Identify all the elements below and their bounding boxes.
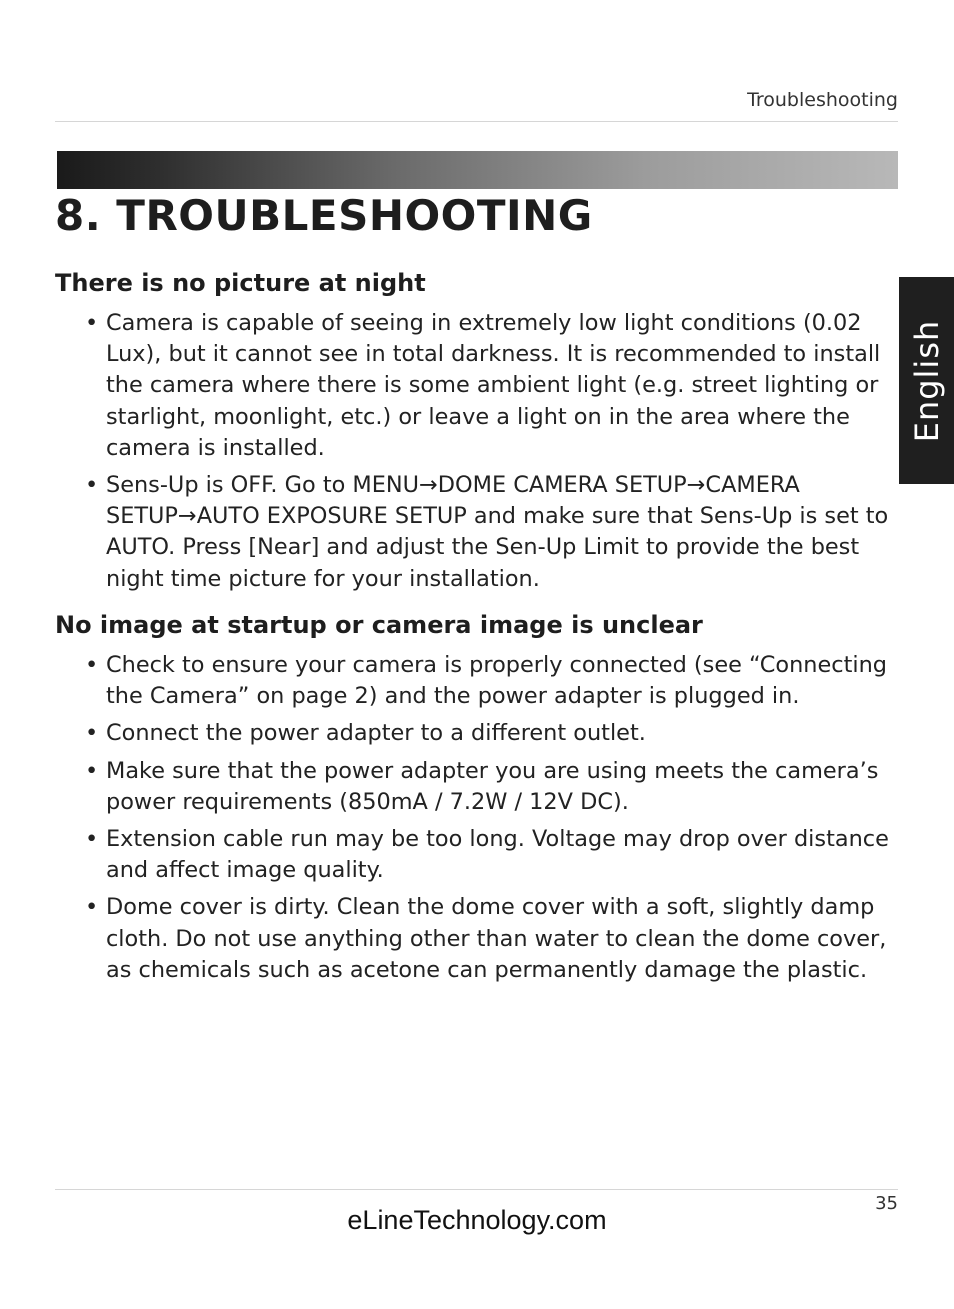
section-heading-no-picture-at-night: There is no picture at night (55, 269, 426, 297)
list-item: • Connect the power adapter to a different outlet. (85, 718, 905, 749)
language-tab (899, 277, 954, 484)
list-item: • Sens-Up is OFF. Go to MENU→DOME CAMERA SETUP→CAMERA SETUP→AUTO EXPOSURE SETUP and make sure that Sens-Up is set to AUTO. Press [Near] and adjust the Sen-Up Limit to provide the best night time picture for your installation. (85, 470, 905, 595)
title-gradient-bar (57, 151, 898, 189)
page-number: 35 (875, 1193, 898, 1214)
list-item: • Check to ensure your camera is properly connected (see “Connecting the Camera” on page 2) and the power adapter is plugged in. (85, 650, 905, 712)
list-item: • Dome cover is dirty. Clean the dome cover with a soft, slightly damp cloth. Do not use anything other than water to clean the dome cover, as chemicals such as acetone can permanently damage the plastic. (85, 892, 905, 986)
list-item: • Make sure that the power adapter you are using meets the camera’s power requirements (850mA / 7.2W / 12V DC). (85, 756, 905, 818)
no-image-at-startup-list (85, 650, 905, 992)
list-item: • Camera is capable of seeing in extremely low light conditions (0.02 Lux), but it cannot see in total darkness. It is recommended to install the camera where there is some ambient light (e.g. street lighting or starlight, moonlight, etc.) or leave a light on in the area where the camera is installed. (85, 308, 905, 464)
running-header: Troubleshooting (747, 89, 898, 111)
section-heading-no-image-at-startup: No image at startup or camera image is unclear (55, 611, 703, 639)
header-divider (55, 121, 898, 122)
footer-brand: eLineTechnology.com (347, 1205, 607, 1235)
language-tab-label: English (907, 319, 946, 442)
list-item: • Extension cable run may be too long. Voltage may drop over distance and affect image quality. (85, 824, 905, 886)
no-picture-at-night-list (85, 308, 905, 601)
footer-divider (55, 1189, 898, 1190)
page-title: 8. TROUBLESHOOTING (55, 191, 593, 240)
